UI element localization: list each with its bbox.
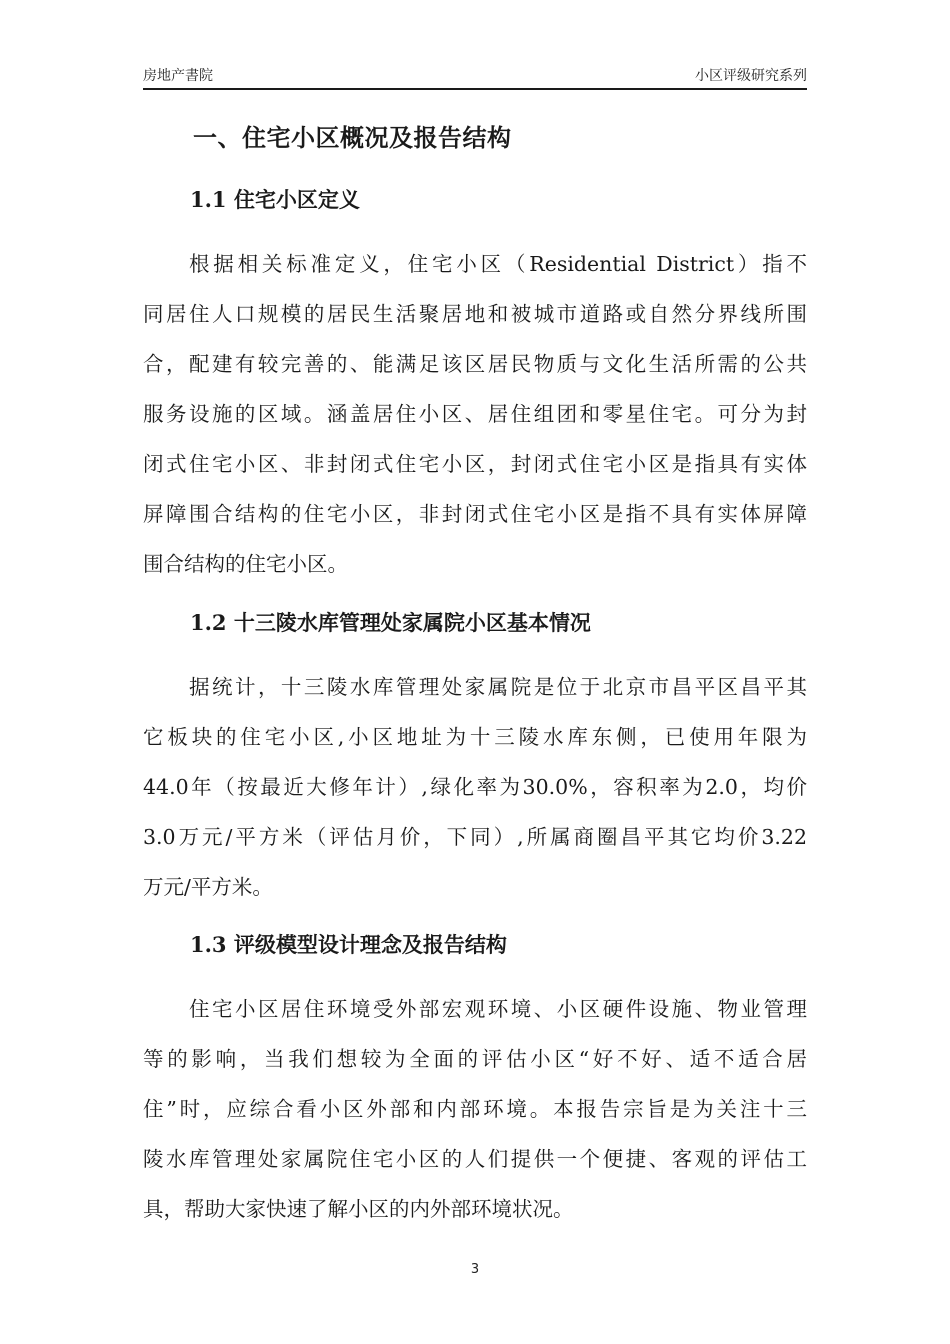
subsection-title-1-1: 1.1 住宅小区定义 bbox=[190, 187, 360, 212]
paragraph-line: 围合结构的住宅小区。 bbox=[143, 552, 348, 576]
paragraph-line: 万元/平方米。 bbox=[143, 875, 273, 899]
section-title: 一、住宅小区概况及报告结构 bbox=[193, 123, 512, 152]
paragraph-line: 服务设施的区域。涵盖居住小区、居住组团和零星住宅。可分为封 bbox=[143, 402, 807, 426]
paragraph-line: 同居住人口规模的居民生活聚居地和被城市道路或自然分界线所围 bbox=[143, 302, 807, 326]
paragraph-definition bbox=[143, 239, 807, 589]
paragraph-line: 住”时，应综合看小区外部和内部环境。本报告宗旨是为关注十三 bbox=[143, 1097, 807, 1121]
paragraph-line: 44.0年（按最近大修年计）,绿化率为30.0%，容积率为2.0，均价 bbox=[143, 775, 807, 799]
page-number: 3 bbox=[470, 1262, 480, 1277]
paragraph-line: 根据相关标准定义，住宅小区（Residential District）指不 bbox=[189, 252, 807, 276]
paragraph-model-design bbox=[143, 984, 807, 1234]
paragraph-line: 据统计，十三陵水库管理处家属院是位于北京市昌平区昌平其 bbox=[189, 675, 807, 699]
header-publisher: 房地产書院 bbox=[143, 68, 213, 84]
paragraph-line: 陵水库管理处家属院住宅小区的人们提供一个便捷、客观的评估工 bbox=[143, 1147, 807, 1171]
paragraph-line: 合，配建有较完善的、能满足该区居民物质与文化生活所需的公共 bbox=[143, 352, 807, 376]
paragraph-line: 住宅小区居住环境受外部宏观环境、小区硬件设施、物业管理 bbox=[189, 997, 807, 1021]
paragraph-line: 屏障围合结构的住宅小区，非封闭式住宅小区是指不具有实体屏障 bbox=[143, 502, 807, 526]
paragraph-line: 3.0万元/平方米（评估月价，下同）,所属商圈昌平其它均价3.22 bbox=[143, 825, 807, 849]
paragraph-basic-info bbox=[143, 662, 807, 912]
paragraph-line: 具，帮助大家快速了解小区的内外部环境状况。 bbox=[143, 1197, 574, 1221]
paragraph-line: 等的影响，当我们想较为全面的评估小区“好不好、适不适合居 bbox=[143, 1047, 807, 1071]
subsection-title-1-3: 1.3 评级模型设计理念及报告结构 bbox=[190, 932, 507, 957]
page-header bbox=[143, 66, 807, 90]
paragraph-line: 它板块的住宅小区,小区地址为十三陵水库东侧，已使用年限为 bbox=[143, 725, 807, 749]
header-series: 小区评级研究系列 bbox=[695, 68, 807, 84]
paragraph-line: 闭式住宅小区、非封闭式住宅小区，封闭式住宅小区是指具有实体 bbox=[143, 452, 807, 476]
subsection-title-1-2: 1.2 十三陵水库管理处家属院小区基本情况 bbox=[190, 610, 591, 635]
